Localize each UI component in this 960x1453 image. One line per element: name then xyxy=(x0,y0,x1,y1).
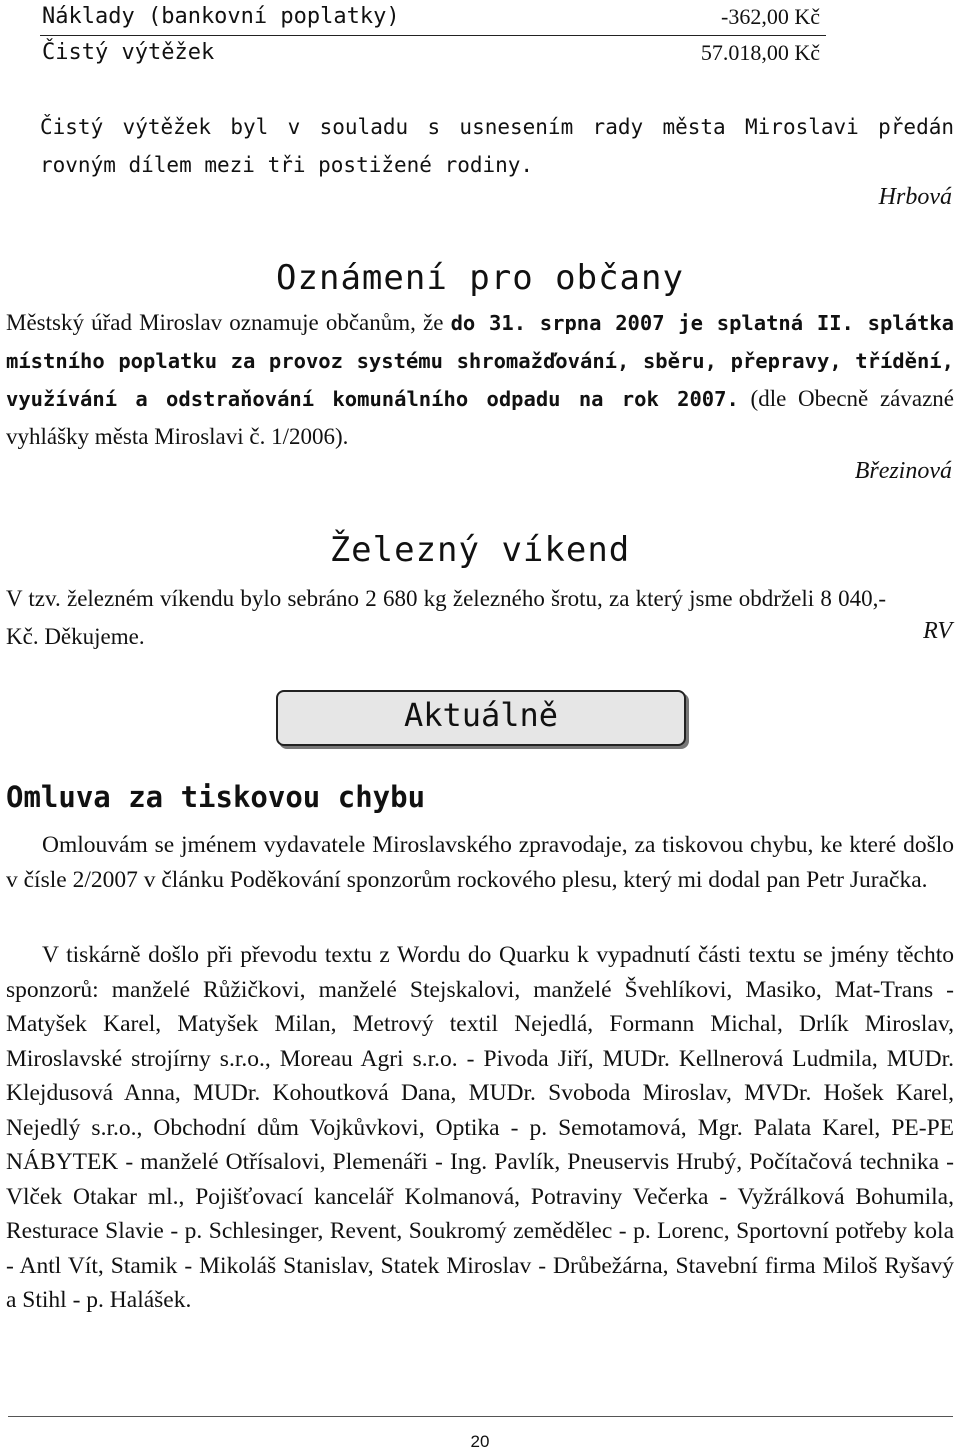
footer-divider xyxy=(8,1416,953,1417)
announcement-bold: do 31. srpna 2007 je splatná II. splátka místního poplatku za provoz systému shromažďování, sběru, přepravy, třídění, využívání a odstraňování komunálního odpadu na rok 2007. xyxy=(6,311,955,411)
page-number: 20 xyxy=(470,1432,490,1451)
net-proceeds-value: 57.018,00 Kč xyxy=(700,40,820,65)
article-title: Omluva za tiskovou chybu xyxy=(6,780,426,814)
announcement-intro: Městský úřad Miroslav oznamuje občanům, že xyxy=(6,310,451,335)
fees-value: -362,00 Kč xyxy=(721,4,820,29)
iron-weekend-paragraph: V tzv. železném víkendu bylo sebráno 2 680 kg železného šrotu, za který jsme obdrželi 8 040,- Kč. Děkujeme. xyxy=(6,586,886,649)
apology-paragraph-1: Omlouvám se jménem vydavatele Miroslavského zpravodaje, za tiskovou chybu, ke které došlo v čísle 2/2007 v článku Poděkování sponzorům rockového plesu, který mi dodal pan Petr Juračka. xyxy=(6,832,954,893)
announcement-paragraph xyxy=(6,304,954,456)
banner-label: Aktuálně xyxy=(403,696,559,734)
section-banner xyxy=(276,690,686,746)
author-signature: RV xyxy=(923,618,952,644)
divider-line xyxy=(40,35,826,36)
author-signature: Hrbová xyxy=(878,184,952,210)
author-signature: Březinová xyxy=(854,458,952,484)
fees-label: Náklady (bankovní poplatky) xyxy=(42,4,400,29)
announcement-tail: (dle Obecně závazné vyhlášky města Miroslavi č. 1/2006). xyxy=(6,386,954,449)
section-heading: Železný víkend xyxy=(329,530,631,570)
apology-paragraph-2: V tiskárně došlo při převodu textu z Wordu do Quarku k vypadnutí části textu se jmény těchto sponzorů: manželé Růžičkovi, manželé Stejskalovi, manželé Švehlíkovi, Masiko, Mat-Trans - Matyšek Karel, Matyšek Milan, Metrový textil Nejedlá, Formann Michal, Drlík Miroslav, Miroslavské strojírny s.r.o., Moreau Agri s.r.o. - Pivoda Jiří, MUDr. Kellnerová Ludmila, MUDr. Klejdusová Anna, MUDr. Kohoutková Dana, MUDr. Svoboda Miroslav, MVDr. Hošek Karel, Nejedlý s.r.o., Obchodní dům Vojkůvkovi, Optika - p. Semotamová, Mgr. Palata Karel, PE-PE NÁBYTEK - manželé Otřísalovi, Plemenáři - Ing. Pavlík, Pneuservis Hrubý, Počítačová technika - Vlček Otakar ml., Pojišťovací kancelář Kolmanová, Potraviny Večerka - Vyžrálková Bohumila, Resturace Slavie - p. Schlesinger, Revent, Soukromý zemědělec - p. Lorenc, Sportovní potřeby kola - Antl Vít, Stamik - Mikoláš Stanislav, Statek Miroslav - Drůbežárna, Stavební firma Miloš Ryšavý a Stihl - p. Halášek. xyxy=(6,942,954,1313)
net-proceeds-label: Čistý výtěžek xyxy=(42,40,215,65)
section-heading: Oznámení pro občany xyxy=(276,258,684,298)
proceeds-paragraph: Čistý výtěžek byl v souladu s usnesením rady města Miroslavi předán rovným dílem mezi tři postižené rodiny. xyxy=(40,115,954,177)
